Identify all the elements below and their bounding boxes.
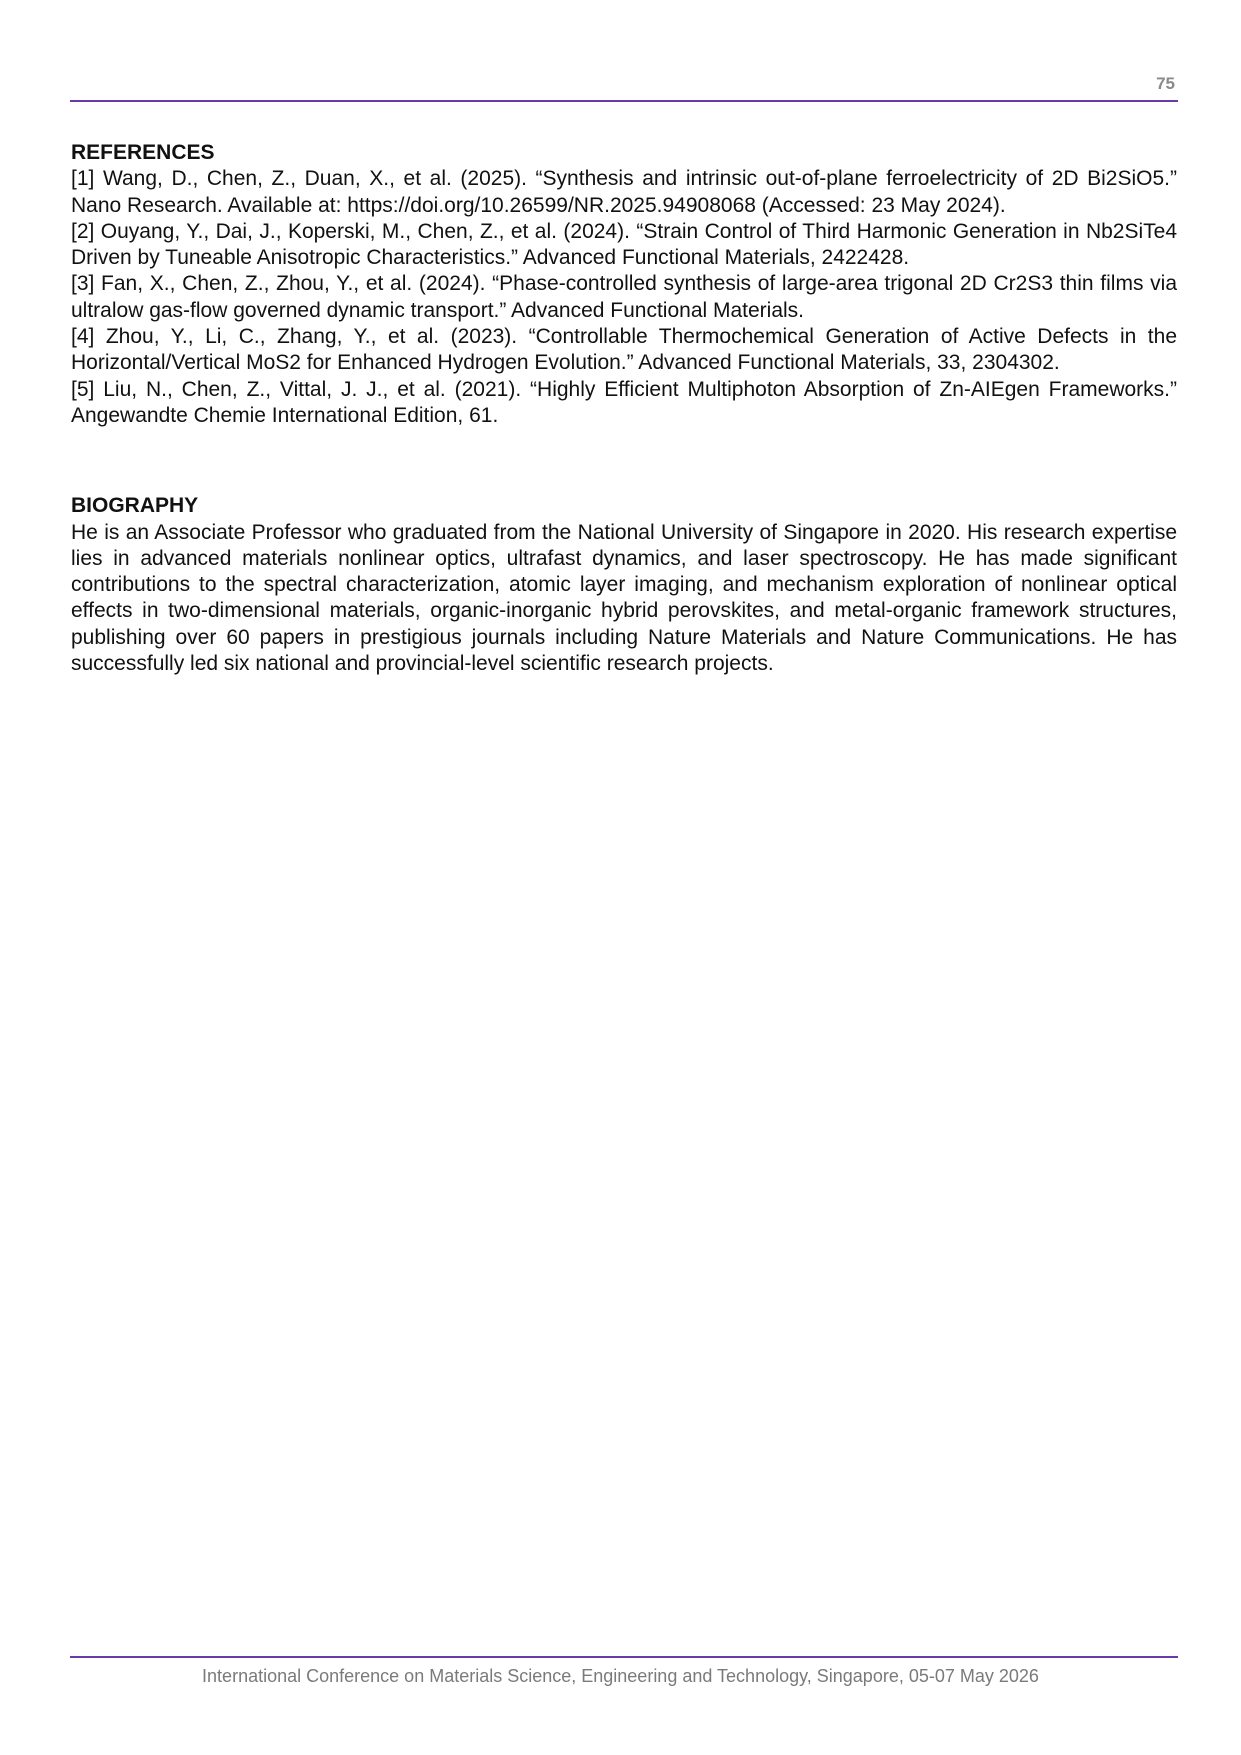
reference-item-3: [3] Fan, X., Chen, Z., Zhou, Y., et al. (2024). “Phase-controlled synthesis of large-area trigonal 2D Cr2S3 thin films via ultralow gas-flow governed dynamic transport.” Advanced Functional Materials. bbox=[71, 272, 1177, 322]
biography-section bbox=[71, 493, 1177, 677]
references-section bbox=[71, 140, 1177, 429]
biography-heading: BIOGRAPHY bbox=[71, 494, 199, 518]
reference-item-1: [1] Wang, D., Chen, Z., Duan, X., et al. (2025). “Synthesis and intrinsic out-of-plane ferroelectricity of 2D Bi2SiO5.” Nano Research. Available at: https://doi.org/10.26599/NR.2025.94908068 (Accessed: 23 May 2024). bbox=[71, 167, 1177, 217]
page-content bbox=[71, 140, 1177, 677]
biography-text: He is an Associate Professor who graduated from the National University of Singapore in 2020. His research expertise lies in advanced materials nonlinear optics, ultrafast dynamics, and laser spectroscopy. He has made significant contributions to the spectral characterization, atomic layer imaging, and mechanism exploration of nonlinear optical effects in two-dimensional materials, organic-inorganic hybrid perovskites, and metal-organic framework structures, publishing over 60 papers in prestigious journals including Nature Materials and Nature Communications. He has successfully led six national and provincial-level scientific research projects. bbox=[71, 520, 1177, 676]
references-heading: REFERENCES bbox=[71, 141, 215, 164]
page-number: 75 bbox=[1156, 74, 1175, 93]
reference-item-5: [5] Liu, N., Chen, Z., Vittal, J. J., et al. (2021). “Highly Efficient Multiphoton Absorption of Zn-AIEgen Frameworks.” Angewandte Chemie International Edition, 61. bbox=[71, 377, 1177, 427]
footer-text: International Conference on Materials Science, Engineering and Technology, Singapore, 05-07 May 2026 bbox=[202, 1666, 1039, 1686]
reference-item-4: [4] Zhou, Y., Li, C., Zhang, Y., et al. (2023). “Controllable Thermochemical Generation of Active Defects in the Horizontal/Vertical MoS2 for Enhanced Hydrogen Evolution.” Advanced Functional Materials, 33, 2304302. bbox=[71, 325, 1177, 375]
reference-item-2: [2] Ouyang, Y., Dai, J., Koperski, M., Chen, Z., et al. (2024). “Strain Control of Third Harmonic Generation in Nb2SiTe4 Driven by Tuneable Anisotropic Characteristics.” Advanced Functional Materials, 2422428. bbox=[71, 219, 1177, 270]
footer-divider bbox=[70, 1656, 1178, 1658]
header-divider bbox=[70, 100, 1178, 102]
